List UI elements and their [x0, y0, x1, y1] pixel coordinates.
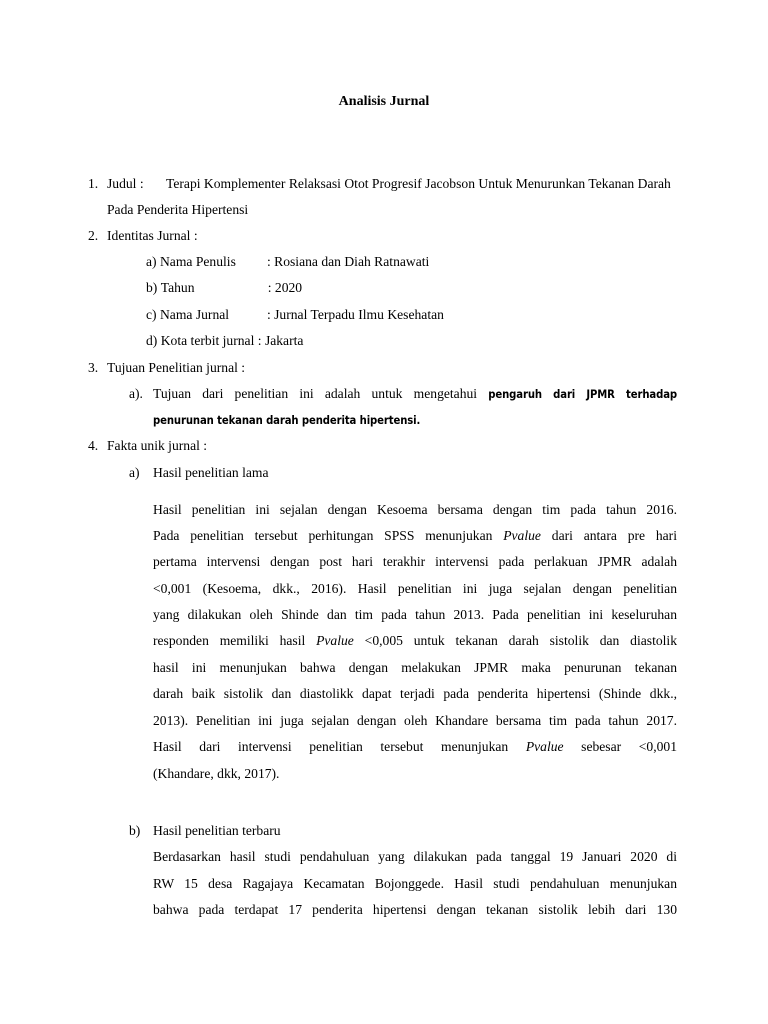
field-label: Nama Jurnal: [159, 307, 230, 322]
text-run: Pada penelitian tersebut perhitungan SPSS menunjukan: [153, 528, 504, 543]
paragraph-line: Hasil penelitian ini sejalan dengan Kesoema bersama dengan tim pada tahun 2016.: [153, 502, 677, 517]
document-title: Analisis Jurnal: [338, 94, 430, 109]
sub-b-marker: b): [129, 823, 141, 838]
item-4-label: Fakta unik jurnal :: [107, 438, 208, 453]
item-3-bold-text: pengaruh dari JPMR terhadap: [488, 388, 677, 401]
paragraph-line: yang dilakukan oleh Shinde dan tim pada tahun 2013. Pada penelitian ini keseluruhan: [153, 607, 677, 622]
field-marker: c): [146, 307, 157, 322]
field-nama-jurnal: [146, 307, 444, 323]
sub-a-marker: a): [129, 465, 140, 480]
italic-term: Pvalue: [316, 633, 354, 648]
field-value: : Jurnal Terpadu Ilmu Kesehatan: [266, 307, 444, 322]
text-run: responden memiliki hasil: [153, 633, 317, 648]
sub-a-heading: Hasil penelitian lama: [153, 465, 269, 480]
paragraph-line: (Khandare, dkk, 2017).: [153, 766, 280, 781]
item-1-title-line2: Pada Penderita Hipertensi: [107, 202, 249, 217]
item-3-number: 3.: [88, 360, 99, 375]
item-3-text: Tujuan dari penelitian ini adalah untuk mengetahui: [153, 386, 478, 401]
field-label: Kota terbit jurnal: [160, 333, 255, 348]
item-4-number: 4.: [88, 438, 99, 453]
item-2-number: 2.: [88, 228, 99, 243]
field-kota-terbit: [146, 333, 303, 349]
item-1-number: 1.: [88, 176, 99, 191]
paragraph-line: 2013). Penelitian ini juga sejalan dengan oleh Khandare bersama tim pada tahun 2017.: [153, 713, 677, 728]
field-marker: a): [146, 254, 157, 269]
item-1-title-line1: Terapi Komplementer Relaksasi Otot Progresif Jacobson Untuk Menurunkan Tekanan Darah: [166, 176, 671, 191]
item-3-label: Tujuan Penelitian jurnal :: [107, 360, 246, 375]
field-label: Tahun: [160, 280, 195, 295]
sub-b-heading: Hasil penelitian terbaru: [153, 823, 281, 838]
paragraph-line: bahwa pada terdapat 17 penderita hipertensi dengan tekanan sistolik lebih dari 130: [153, 902, 677, 917]
text-run: dari antara pre hari: [540, 528, 677, 543]
item-3-paragraph-line2: [153, 412, 420, 428]
field-marker: b): [146, 280, 158, 295]
paragraph-line: darah baik sistolik dan diastolikk dapat terjadi pada penderita hipertensi (Shinde dkk.,: [153, 686, 677, 701]
field-value: : Jakarta: [257, 333, 304, 348]
paragraph-line: [153, 528, 677, 544]
field-tahun: [146, 280, 302, 296]
paragraph-line: [153, 739, 677, 755]
paragraph-line: RW 15 desa Ragajaya Kecamatan Bojonggede. Hasil studi pendahuluan menunjukan: [153, 876, 677, 891]
field-value: : Rosiana dan Diah Ratnawati: [266, 254, 430, 269]
paragraph-line: hasil ini menunjukan bahwa dengan melakukan JPMR maka penurunan tekanan: [153, 660, 677, 675]
item-3-sub-marker: a).: [129, 386, 143, 401]
item-2-label: Identitas Jurnal :: [107, 228, 198, 243]
italic-term: Pvalue: [503, 528, 541, 543]
paragraph-line: [153, 633, 677, 649]
item-3-bold-text-2: penurunan tekanan darah penderita hipertensi.: [153, 414, 421, 427]
field-nama-penulis: [146, 254, 429, 270]
text-run: Hasil dari intervensi penelitian tersebut menunjukan: [153, 739, 526, 754]
paragraph-line: pertama intervensi dengan post hari terakhir intervensi pada perlakuan JPMR adalah: [153, 554, 677, 569]
field-marker: d): [146, 333, 158, 348]
field-label: Nama Penulis: [159, 254, 236, 269]
text-run: <0,005 untuk tekanan darah sistolik dan diastolik: [353, 633, 677, 648]
item-1-label: Judul :: [107, 176, 144, 191]
paragraph-line: Berdasarkan hasil studi pendahuluan yang dilakukan pada tanggal 19 Januari 2020 di: [153, 849, 677, 864]
item-3-paragraph-line1: [153, 386, 677, 402]
paragraph-line: <0,001 (Kesoema, dkk., 2016). Hasil penelitian ini juga sejalan dengan penelitian: [153, 581, 677, 596]
italic-term: Pvalue: [525, 739, 564, 754]
text-run: sebesar <0,001: [563, 739, 677, 754]
field-value: : 2020: [267, 280, 303, 295]
